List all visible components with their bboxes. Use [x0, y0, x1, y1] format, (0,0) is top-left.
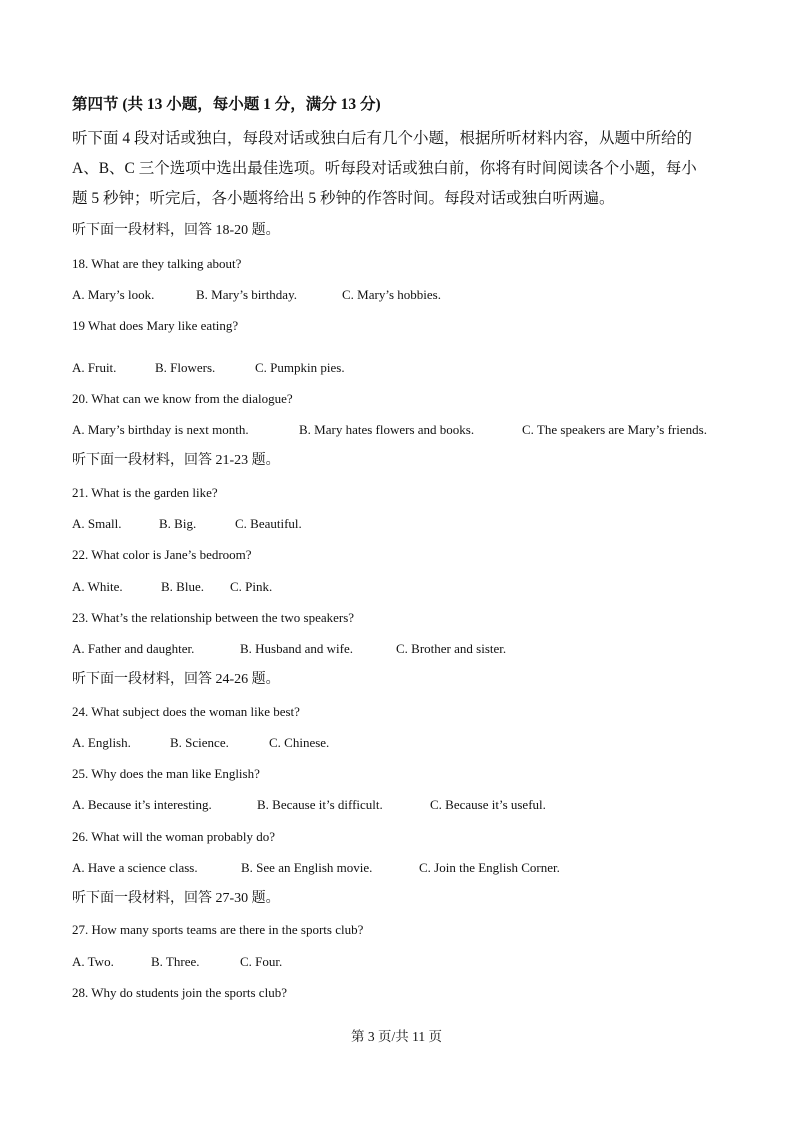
question: 19 What does Mary like eating?	[72, 318, 239, 333]
option: A. English.	[72, 735, 131, 750]
options-row	[72, 640, 721, 658]
question: 20. What can we know from the dialogue?	[72, 391, 293, 406]
group-intro: 听下面一段材料，回答 27-30 题。	[72, 891, 280, 906]
option: C. Because it’s useful.	[430, 797, 546, 812]
option: A. Fruit.	[72, 360, 117, 375]
option: B. Flowers.	[155, 360, 216, 375]
options-row	[72, 515, 721, 533]
group-intro: 听下面一段材料，回答 21-23 题。	[72, 453, 280, 468]
option: C. Pink.	[230, 579, 273, 594]
option: B. Blue.	[161, 579, 204, 594]
option: C. Brother and sister.	[396, 641, 507, 656]
options-row	[72, 578, 721, 596]
options-row	[72, 953, 721, 971]
question: 27. How many sports teams are there in the sports club?	[72, 922, 364, 937]
option: A. Because it’s interesting.	[72, 797, 212, 812]
question: 21. What is the garden like?	[72, 485, 218, 500]
group-intro: 听下面一段材料，回答 18-20 题。	[72, 223, 280, 238]
option: C. Four.	[240, 954, 283, 969]
option: A. Small.	[72, 516, 122, 531]
options-row	[72, 734, 721, 752]
instruction-line: 题 5 秒钟；听完后，各小题将给出 5 秒钟的作答时间。每段对话或独白听两遍。	[72, 190, 615, 207]
question: 26. What will the woman probably do?	[72, 829, 276, 844]
option: A. White.	[72, 579, 123, 594]
option: C. The speakers are Mary’s friends.	[522, 422, 707, 437]
instruction-line: 听下面 4 段对话或独白，每段对话或独白后有几个小题，根据所听材料内容，从题中所给的	[72, 130, 693, 147]
options-row	[72, 421, 721, 439]
option: B. Mary’s birthday.	[196, 287, 297, 302]
question: 25. Why does the man like English?	[72, 766, 260, 781]
section-heading: 第四节 (共 13 小题，每小题 1 分，满分 13 分)	[72, 96, 381, 113]
option: C. Join the English Corner.	[419, 860, 560, 875]
option: B. Because it’s difficult.	[257, 797, 383, 812]
question: 23. What’s the relationship between the two speakers?	[72, 610, 355, 625]
page-footer: 第 3 页/共 11 页	[351, 1029, 442, 1044]
options-row	[72, 859, 721, 877]
option: B. Science.	[170, 735, 229, 750]
option: A. Mary’s birthday is next month.	[72, 422, 249, 437]
group-intro: 听下面一段材料，回答 24-26 题。	[72, 672, 280, 687]
option: A. Two.	[72, 954, 114, 969]
instruction-line: A、B、C 三个选项中选出最佳选项。听每段对话或独白前，你将有时间阅读各个小题，每小	[72, 160, 697, 177]
question: 18. What are they talking about?	[72, 256, 242, 271]
option: B. Mary hates flowers and books.	[299, 422, 475, 437]
options-row	[72, 359, 721, 377]
option: B. Husband and wife.	[240, 641, 354, 656]
option: C. Pumpkin pies.	[255, 360, 345, 375]
question: 22. What color is Jane’s bedroom?	[72, 547, 252, 562]
options-row	[72, 796, 721, 814]
option: A. Mary’s look.	[72, 287, 155, 302]
option: B. See an English movie.	[241, 860, 373, 875]
option: A. Father and daughter.	[72, 641, 195, 656]
question: 24. What subject does the woman like best?	[72, 704, 300, 719]
section-instructions	[72, 124, 721, 214]
option: A. Have a science class.	[72, 860, 198, 875]
option: C. Chinese.	[269, 735, 330, 750]
option: B. Big.	[159, 516, 197, 531]
question: 28. Why do students join the sports club?	[72, 985, 287, 1000]
option: B. Three.	[151, 954, 200, 969]
options-row	[72, 286, 721, 304]
option: C. Mary’s hobbies.	[342, 287, 441, 302]
option: C. Beautiful.	[235, 516, 302, 531]
